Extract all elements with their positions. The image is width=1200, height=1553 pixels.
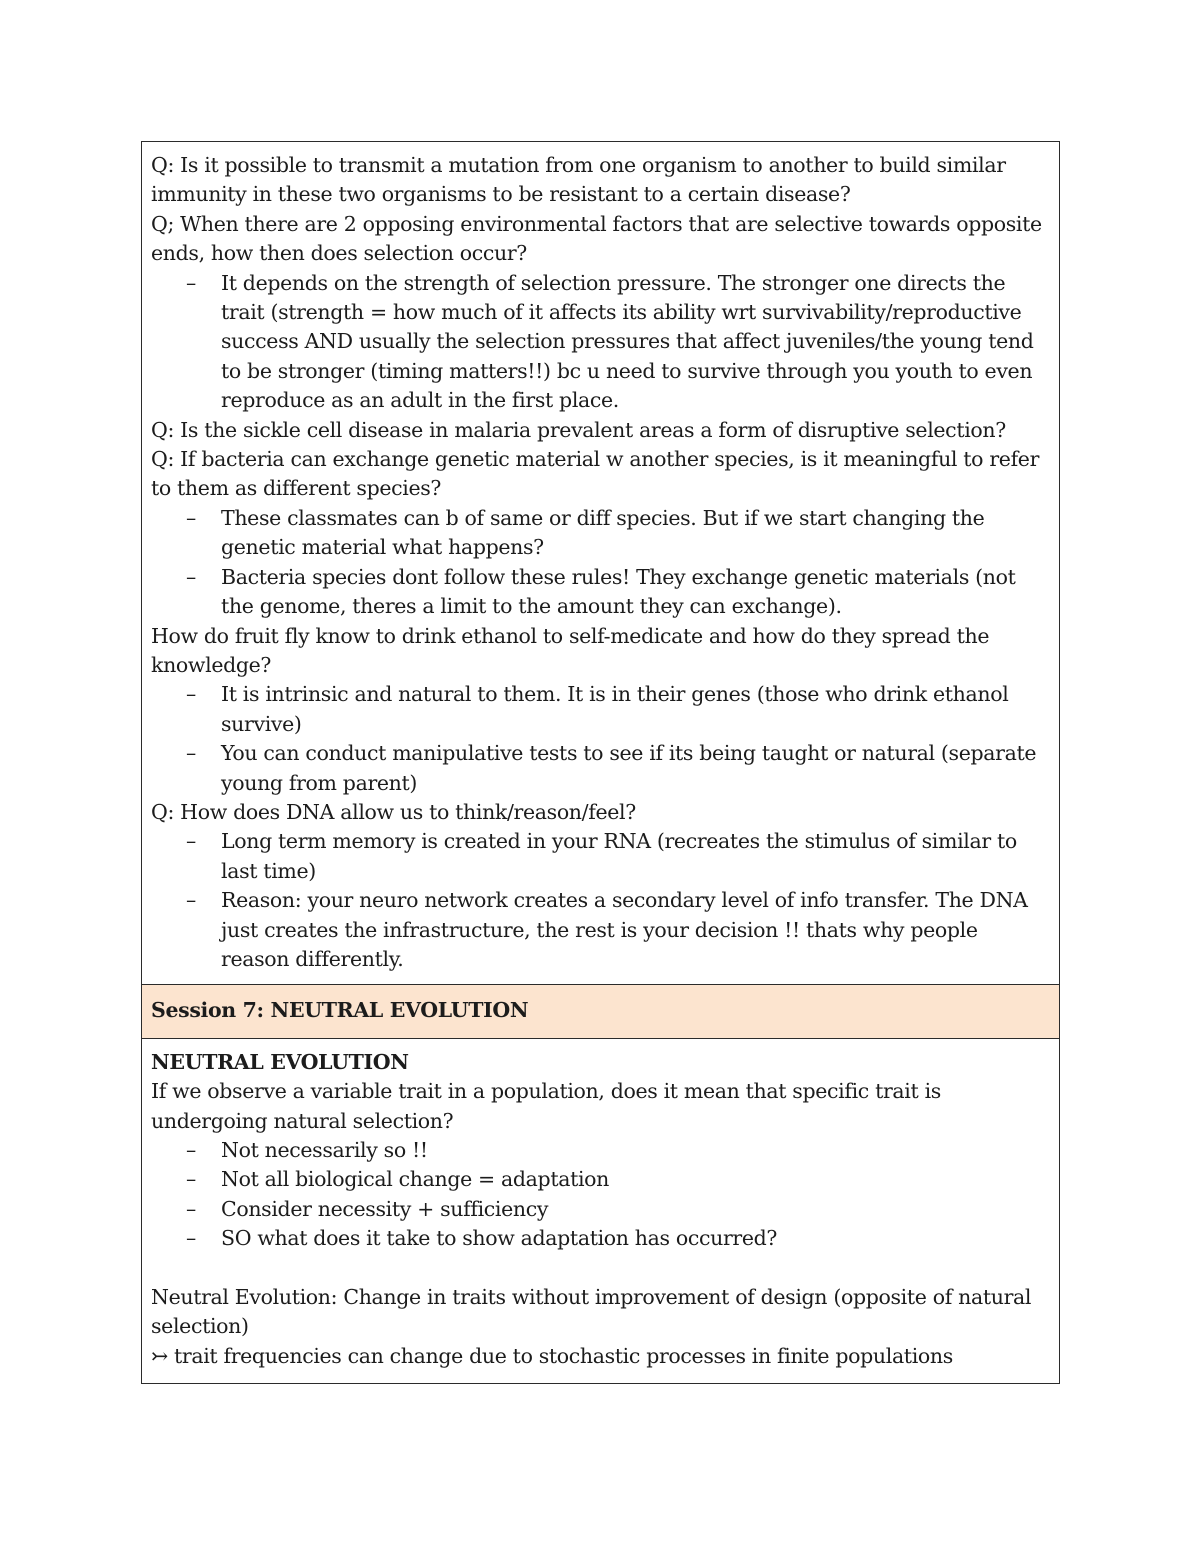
list-item: – Not necessarily so !! — [221, 1136, 1049, 1165]
list-item: – Reason: your neuro network creates a secondary level of info transfer. The DNA just creates the infrastructure, the rest is your decision !! thats why people reason differently. — [221, 886, 1049, 974]
question-transmit-mutation: Q: Is it possible to transmit a mutation from one organism to another to build similar immunity in these two organisms to be resistant to a certain disease? — [151, 153, 1006, 207]
variable-trait-question: If we observe a variable trait in a population, does it mean that specific trait is undergoing natural selection? — [151, 1079, 941, 1133]
neutral-bullet-list — [151, 1136, 1049, 1254]
list-item: – You can conduct manipulative tests to see if its being taught or natural (separate young from parent) — [221, 739, 1049, 798]
question-opposing-factors: Q; When there are 2 opposing environmental factors that are selective towards opposite ends, how then does selection occur? — [151, 211, 1042, 266]
notes-table — [141, 141, 1060, 1384]
list-item: – Consider necessity + sufficiency — [221, 1195, 1049, 1224]
answer-list-dna — [151, 827, 1049, 974]
session-title: Session 7: NEUTRAL EVOLUTION — [151, 998, 529, 1023]
neutral-evolution-definition: Neutral Evolution: Change in traits without improvement of design (opposite of natural selection) — [151, 1285, 1032, 1339]
list-item: – Not all biological change = adaptation — [221, 1165, 1049, 1194]
section-heading: NEUTRAL EVOLUTION — [151, 1049, 409, 1074]
answer-list-opposing-factors — [151, 269, 1049, 416]
list-item: – Bacteria species dont follow these rules! They exchange genetic materials (not the genome, theres a limit to the amount they can exchange). — [221, 563, 1049, 622]
arrow-note: ↣ trait frequencies can change due to stochastic processes in finite populations — [151, 1343, 953, 1368]
list-item: – It is intrinsic and natural to them. It is in their genes (those who drink ethanol survive) — [221, 680, 1049, 739]
list-item: – SO what does it take to show adaptation has occurred? — [221, 1224, 1049, 1253]
question-bacteria-species: Q: If bacteria can exchange genetic material w another species, is it meaningful to refer to them as different species? — [151, 447, 1040, 501]
answer-list-bacteria — [151, 504, 1049, 622]
list-item: – These classmates can b of same or diff species. But if we start changing the genetic material what happens? — [221, 504, 1049, 563]
blank-line — [151, 1254, 1049, 1283]
qa-cell — [142, 142, 1059, 984]
neutral-evolution-cell — [142, 1038, 1059, 1383]
question-sickle-cell: Q: Is the sickle cell disease in malaria prevalent areas a form of disruptive selection? — [151, 417, 1006, 442]
question-dna-reason: Q: How does DNA allow us to think/reason/feel? — [151, 799, 636, 824]
answer-list-fruit-fly — [151, 680, 1049, 798]
list-item: – It depends on the strength of selection pressure. The stronger one directs the trait (strength = how much of it affects its ability wrt survivability/reproductive success AND usually the selection pressures that affect juveniles/the young tend to be stronger (timing matters!!) bc u need to survive through you youth to even reproduce as an adult in the first place. — [221, 269, 1049, 416]
list-item: – Long term memory is created in your RNA (recreates the stimulus of similar to last time) — [221, 827, 1049, 886]
session-header — [142, 984, 1059, 1037]
question-fruit-fly: How do fruit fly know to drink ethanol to self-medicate and how do they spread the knowledge? — [151, 623, 990, 677]
